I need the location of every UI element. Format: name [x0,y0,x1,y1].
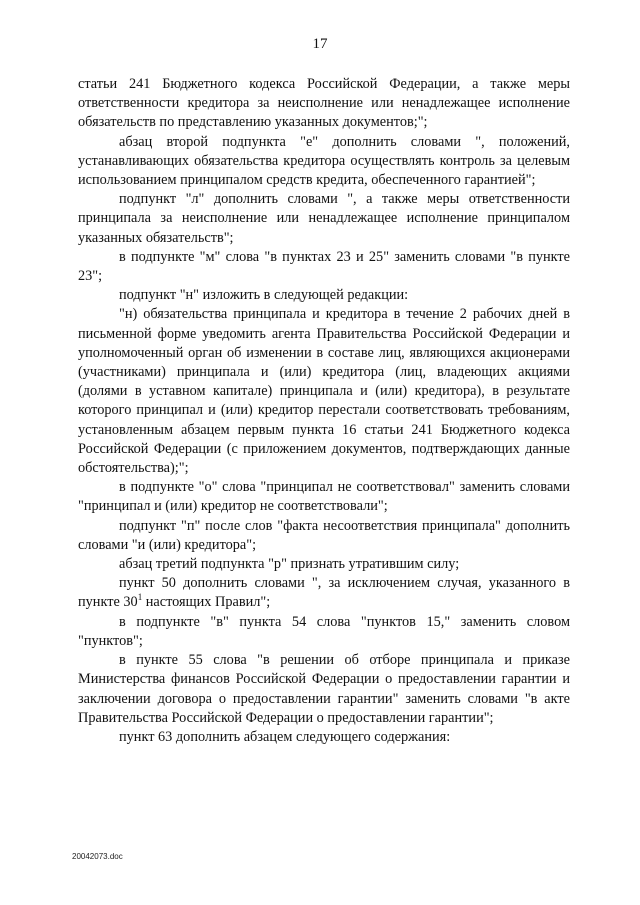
paragraph: пункт 63 дополнить абзацем следующего содержания: [119,728,451,745]
paragraph: подпункт "п" после слов "факта несоответствия принципала" дополнить словами "и (или) кредитора"; [78,517,570,553]
paragraph: в подпункте "м" слова "в пунктах 23 и 25" заменить словами "в пункте 23"; [78,248,570,285]
paragraph: в пункте 55 слова "в решении об отборе принципала и приказе Министерства финансов Российской Федерации о предоставлении гарантии и заключении договора о предоставлении гарантии" заменить словами "в акте Правительства Российской Федерации о предоставлении гарантии"; [78,652,570,726]
paragraph: статьи 241 Бюджетного кодекса Российской Федерации, а также меры ответственности кредитора за неисполнение или ненадлежащее исполнение обязательств по представлению указанных документов;"; [78,76,570,131]
superscript: 1 [137,592,143,603]
paragraph-point-50 [78,574,570,612]
paragraph: абзац третий подпункта "р" признать утратившим силу; [119,556,460,573]
paragraph: абзац второй подпункта "е" дополнить словами ", положений, устанавливающих обязательства кредитора осуществлять контроль за целевым использованием принципалом средств кредита, обеспеченного гарантией"; [78,133,570,189]
paragraph-text: пункт 50 дополнить словами ", за исключением случая, указанного в пункте 30 [78,575,570,611]
page-number: 17 [312,36,328,52]
document-body [78,75,570,747]
paragraph: в подпункте "о" слова "принципал не соответствовал" заменить словами "принципал и (или) кредитор не соответствовали"; [78,479,570,515]
footer-filename: 20042073.doc [72,852,123,861]
paragraph-text: настоящих Правил"; [142,594,271,611]
paragraph: "н) обязательства принципала и кредитора в течение 2 рабочих дней в письменной форме уведомить агента Правительства Российской Федерации и уполномоченный орган об изменении в составе лиц, являющихся акционерами (участниками) принципала и (или) кредитора (лиц, владеющих акциями (долями в уставном капитале) принципала и (или) кредитора), в результате которого принципал и (или) кредитор перестали соответствовать требованиям, установленным абзацем первым пункта 16 статьи 241 Бюджетного кодекса Российской Федерации (с приложением документов, подтверждающих данные обстоятельства);"; [78,306,570,477]
paragraph: подпункт "н" изложить в следующей редакции: [119,287,409,304]
paragraph: в подпункте "в" пункта 54 слова "пунктов 15," заменить словом "пунктов"; [78,613,570,649]
paragraph: подпункт "л" дополнить словами ", а также меры ответственности принципала за неисполнение или ненадлежащее исполнение принципалом указанных обязательств"; [78,191,570,246]
